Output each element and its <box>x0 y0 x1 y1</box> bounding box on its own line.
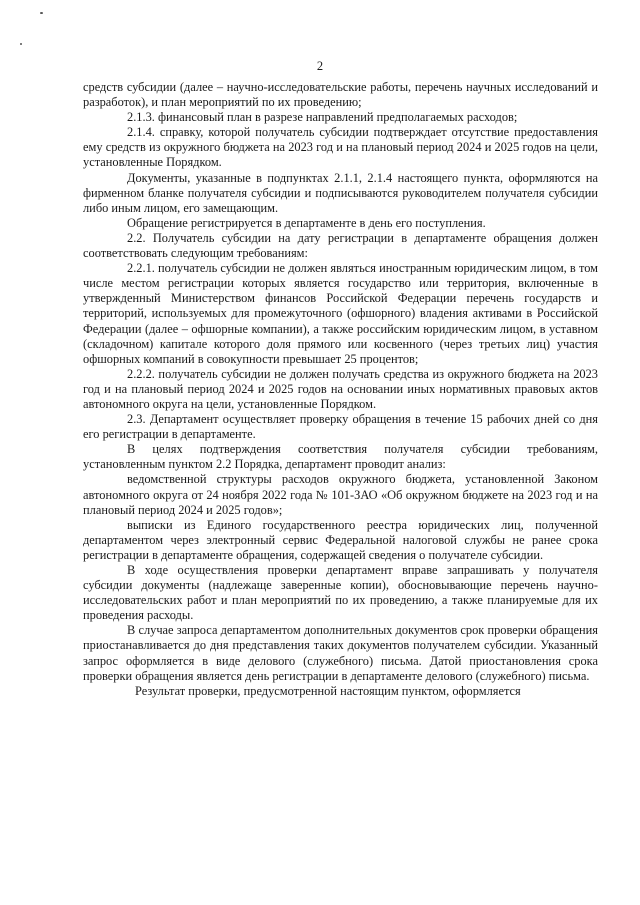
paragraph: 2.1.3. финансовый план в разрезе направлений предполагаемых расходов; <box>127 110 518 125</box>
scan-speck <box>40 12 43 14</box>
page-number: 2 <box>316 59 324 73</box>
paragraph: выписки из Единого государственного реестра юридических лиц, полученной департаментом через электронный сервис Федеральной налоговой службы не ранее срока регистрации в департаменте обращения, содержащей сведения о получателе субсидии. <box>83 517 598 562</box>
paragraph: В ходе осуществления проверки департамент вправе запрашивать у получателя субсидии документы (надлежаще заверенные копии), обосновывающие перечень научно-исследовательских работ и план мероприятий по их проведению, а также планируемые для их проведения расходы. <box>83 563 598 623</box>
paragraph: В случае запроса департаментом дополнительных документов срок проверки обращения приостанавливается до дня представления таких документов получателем субсидии. Указанный запрос оформляется в виде делового (служебного) письма. Датой приостановления срока проверки обращения является день регистрации в департаменте делового (служебного) письма. <box>83 623 598 683</box>
paragraph: Результат проверки, предусмотренной настоящим пунктом, оформляется <box>135 683 521 698</box>
document-body <box>83 80 598 699</box>
paragraph: В целях подтверждения соответствия получателя субсидии требованиям, установленным пунктом 2.2 Порядка, департамент проводит анализ: <box>83 442 598 472</box>
paragraph: 2.3. Департамент осуществляет проверку обращения в течение 15 рабочих дней со дня его регистрации в департаменте. <box>83 412 598 442</box>
paragraph: 2.2.1. получатель субсидии не должен являться иностранным юридическим лицом, в том числе местом регистрации которых является государство или территория, включенные в утвержденный Министерством финансов Российской Федерации перечень государств и территорий, используемых для промежуточного (офшорного) владения активами в Российской Федерации (далее – офшорные компании), а также российским юридическим лицом, в уставном (складочном) капитале которого доля прямого или косвенного (через третьих лиц) участия офшорных компаний в совокупности превышает 25 процентов; <box>83 261 598 366</box>
paragraph: 2.1.4. справку, которой получатель субсидии подтверждает отсутствие предоставления ему средств из окружного бюджета на 2023 год и на плановый период 2024 и 2025 годов на цели, установленные Порядком. <box>83 125 598 170</box>
paragraph: 2.2.2. получатель субсидии не должен получать средства из окружного бюджета на 2023 год и на плановый период 2024 и 2025 годов на основании иных нормативных правовых актов автономного округа на цели, установленные Порядком. <box>83 366 598 411</box>
paragraph: ведомственной структуры расходов окружного бюджета, установленной Законом автономного округа от 24 ноября 2022 года № 101-ЗАО «Об окружном бюджете на 2023 год и на плановый период 2024 и 2025 годов»; <box>83 472 598 517</box>
paragraph: 2.2. Получатель субсидии на дату регистрации в департаменте обращения должен соответствовать следующим требованиям: <box>83 230 598 261</box>
paragraph: Документы, указанные в подпунктах 2.1.1, 2.1.4 настоящего пункта, оформляются на фирменном бланке получателя субсидии и подписываются руководителем получателя субсидии либо иным лицом, его замещающим. <box>83 170 598 215</box>
paragraph: средств субсидии (далее – научно-исследовательские работы, перечень научных исследований и разработок), и план мероприятий по их проведению; <box>83 80 598 110</box>
scan-speck <box>20 43 22 45</box>
paragraph: Обращение регистрируется в департаменте в день его поступления. <box>127 215 486 230</box>
